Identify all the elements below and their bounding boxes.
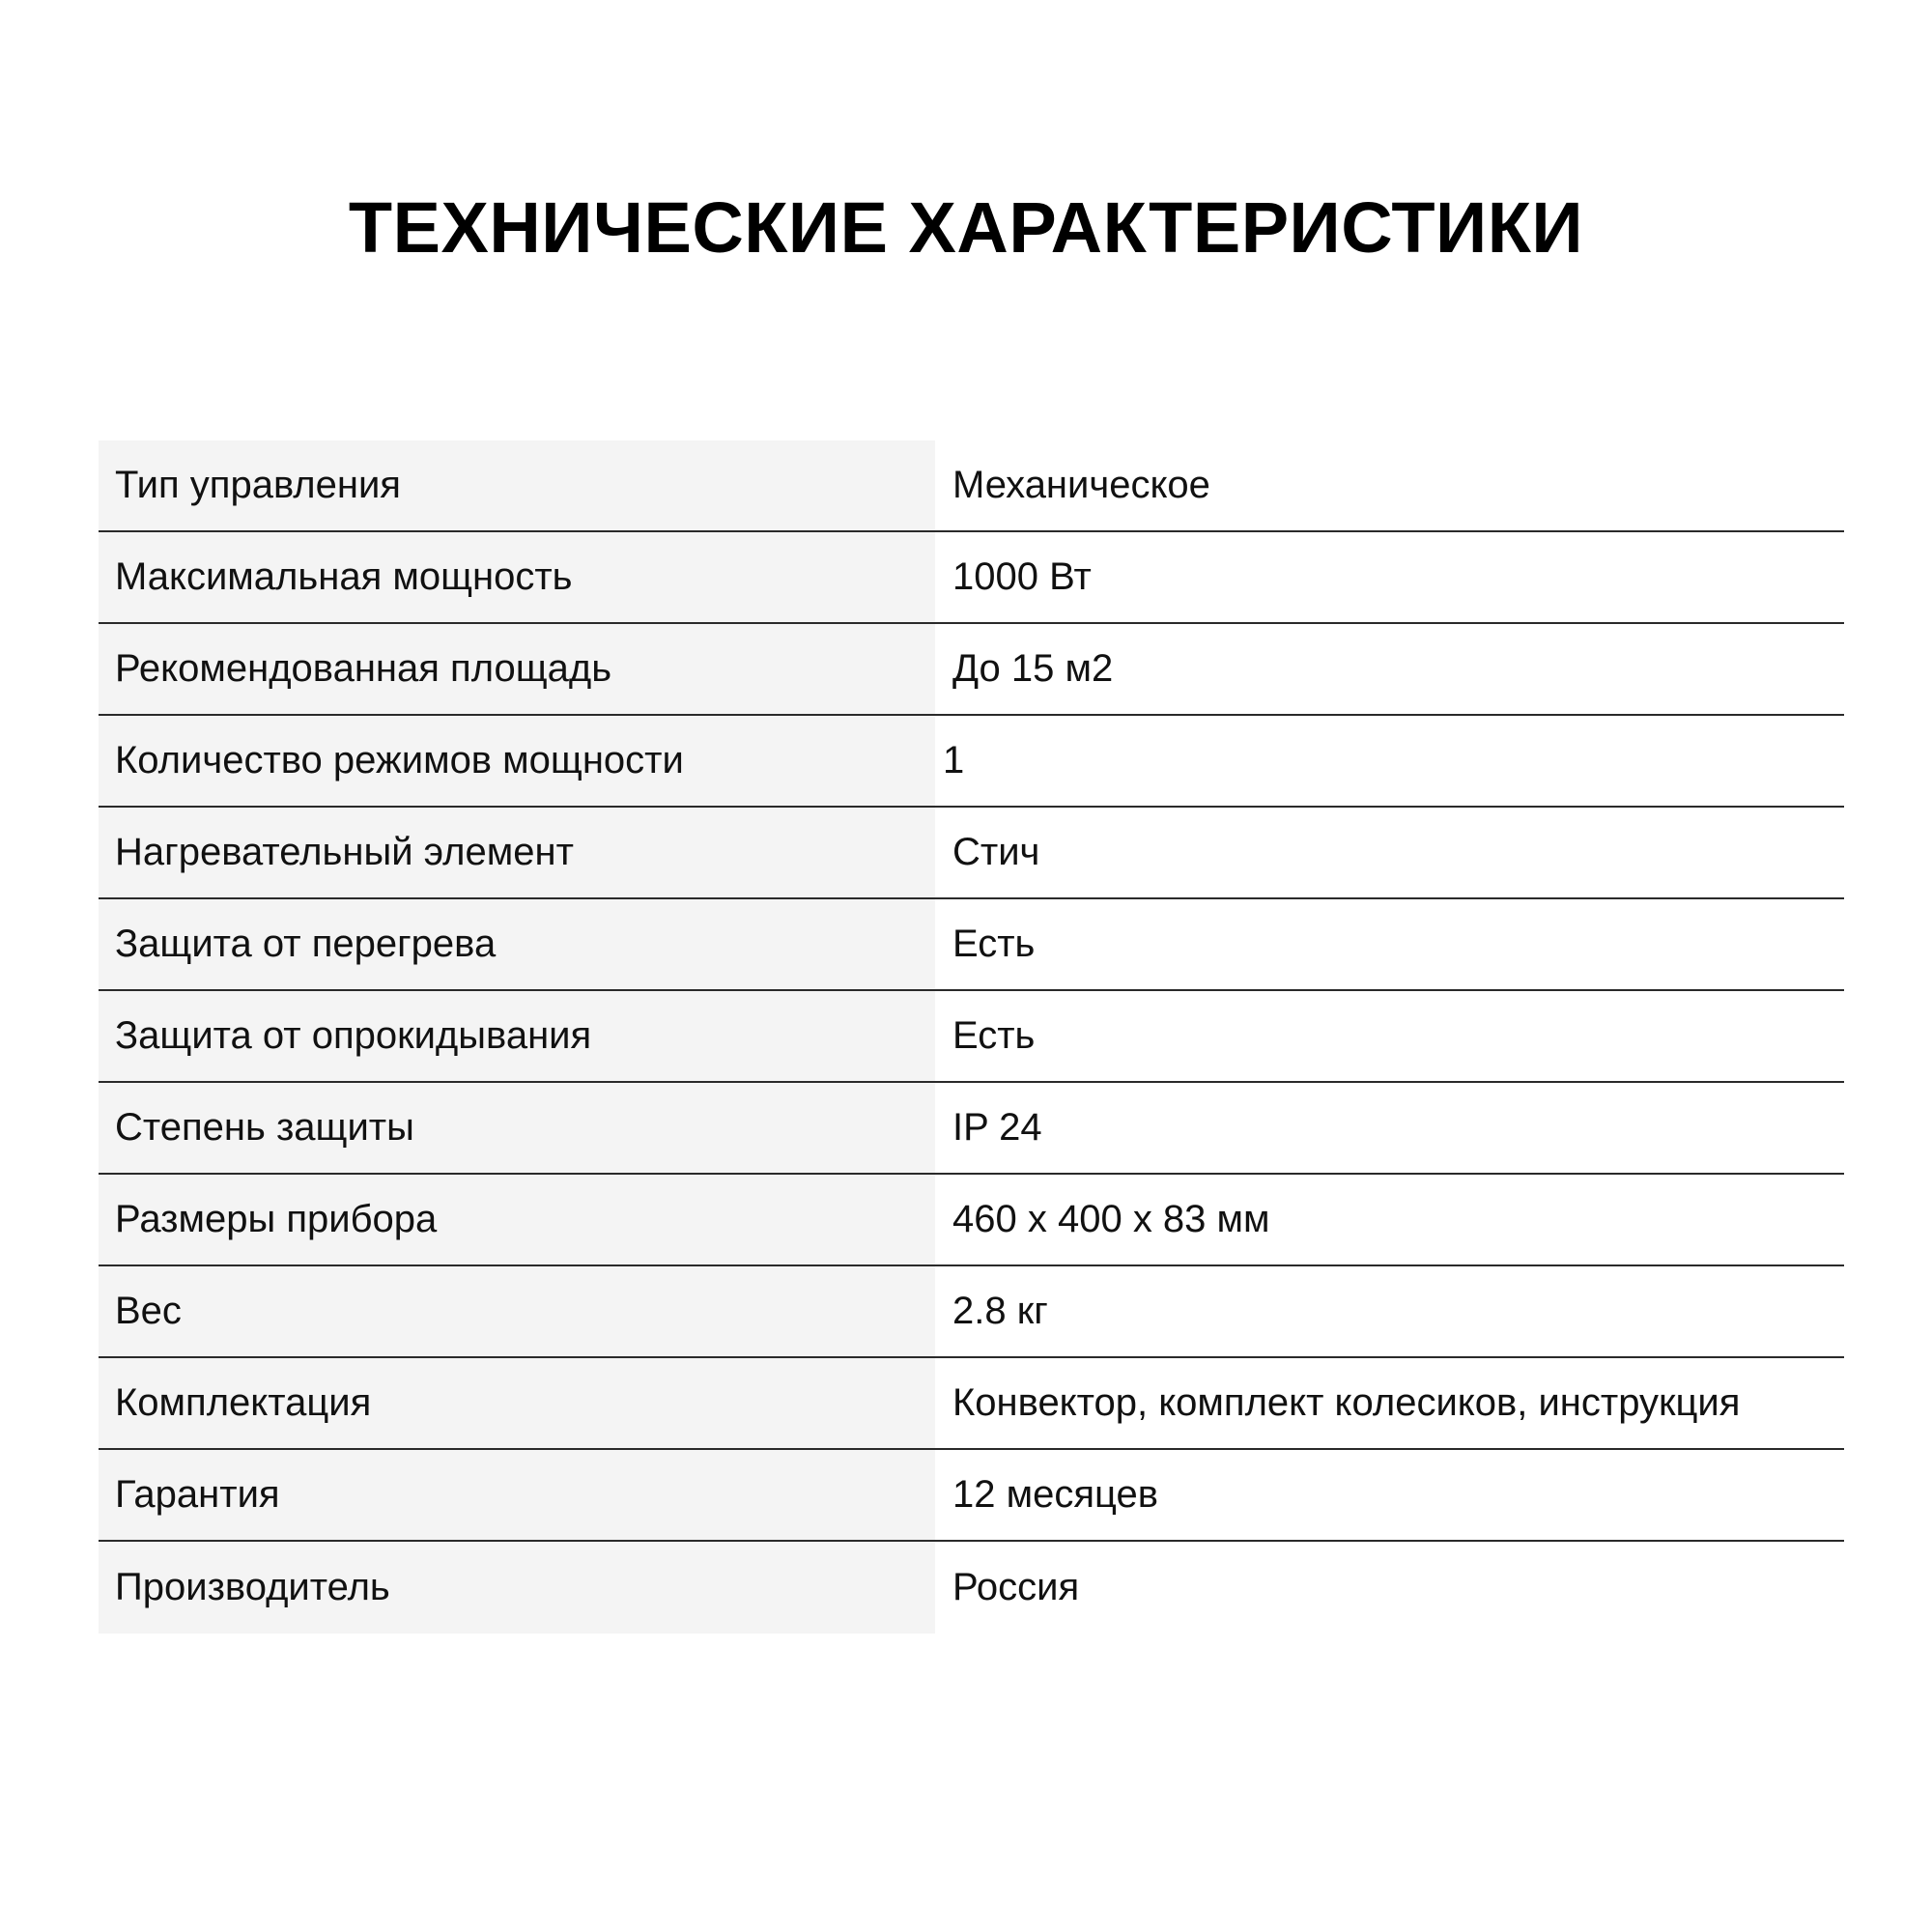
spec-row-recommended-area — [99, 624, 1844, 716]
spec-value: Механическое — [952, 464, 1210, 506]
spec-label: Количество режимов мощности — [99, 716, 935, 806]
spec-table — [99, 440, 1844, 1634]
spec-value: Есть — [952, 923, 1036, 965]
spec-label: Размеры прибора — [99, 1175, 935, 1264]
spec-value: 1 — [943, 739, 965, 781]
spec-row-heating-element — [99, 808, 1844, 899]
spec-value: До 15 м2 — [952, 647, 1114, 690]
spec-label: Комплектация — [99, 1358, 935, 1448]
spec-value: 1000 Вт — [952, 555, 1092, 598]
spec-label: Максимальная мощность — [99, 532, 935, 622]
spec-row-overheat-protection — [99, 899, 1844, 991]
spec-label: Нагревательный элемент — [99, 808, 935, 897]
spec-value: Есть — [952, 1014, 1036, 1057]
spec-row-tipover-protection — [99, 991, 1844, 1083]
spec-row-dimensions — [99, 1175, 1844, 1266]
spec-row-max-power — [99, 532, 1844, 624]
spec-value: 12 месяцев — [952, 1473, 1158, 1516]
spec-row-warranty — [99, 1450, 1844, 1542]
spec-value: Конвектор, комплект колесиков, инструкция — [952, 1381, 1741, 1424]
spec-label: Защита от перегрева — [99, 899, 935, 989]
spec-row-package-contents — [99, 1358, 1844, 1450]
spec-label: Производитель — [99, 1542, 935, 1634]
spec-row-ip-rating — [99, 1083, 1844, 1175]
spec-label: Защита от опрокидывания — [99, 991, 935, 1081]
spec-label: Гарантия — [99, 1450, 935, 1540]
spec-value: Россия — [952, 1566, 1080, 1608]
spec-row-control-type — [99, 440, 1844, 532]
spec-label: Степень защиты — [99, 1083, 935, 1173]
page-title: ТЕХНИЧЕСКИЕ ХАРАКТЕРИСТИКИ — [348, 186, 1584, 268]
spec-value: 2.8 кг — [952, 1290, 1048, 1332]
spec-label: Тип управления — [99, 440, 935, 530]
spec-value: IP 24 — [952, 1106, 1042, 1149]
spec-label: Рекомендованная площадь — [99, 624, 935, 714]
spec-row-manufacturer — [99, 1542, 1844, 1634]
spec-value: Стич — [952, 831, 1040, 873]
spec-label: Вес — [99, 1266, 935, 1356]
spec-row-weight — [99, 1266, 1844, 1358]
spec-row-power-modes — [99, 716, 1844, 808]
spec-value: 460 x 400 x 83 мм — [952, 1198, 1270, 1240]
